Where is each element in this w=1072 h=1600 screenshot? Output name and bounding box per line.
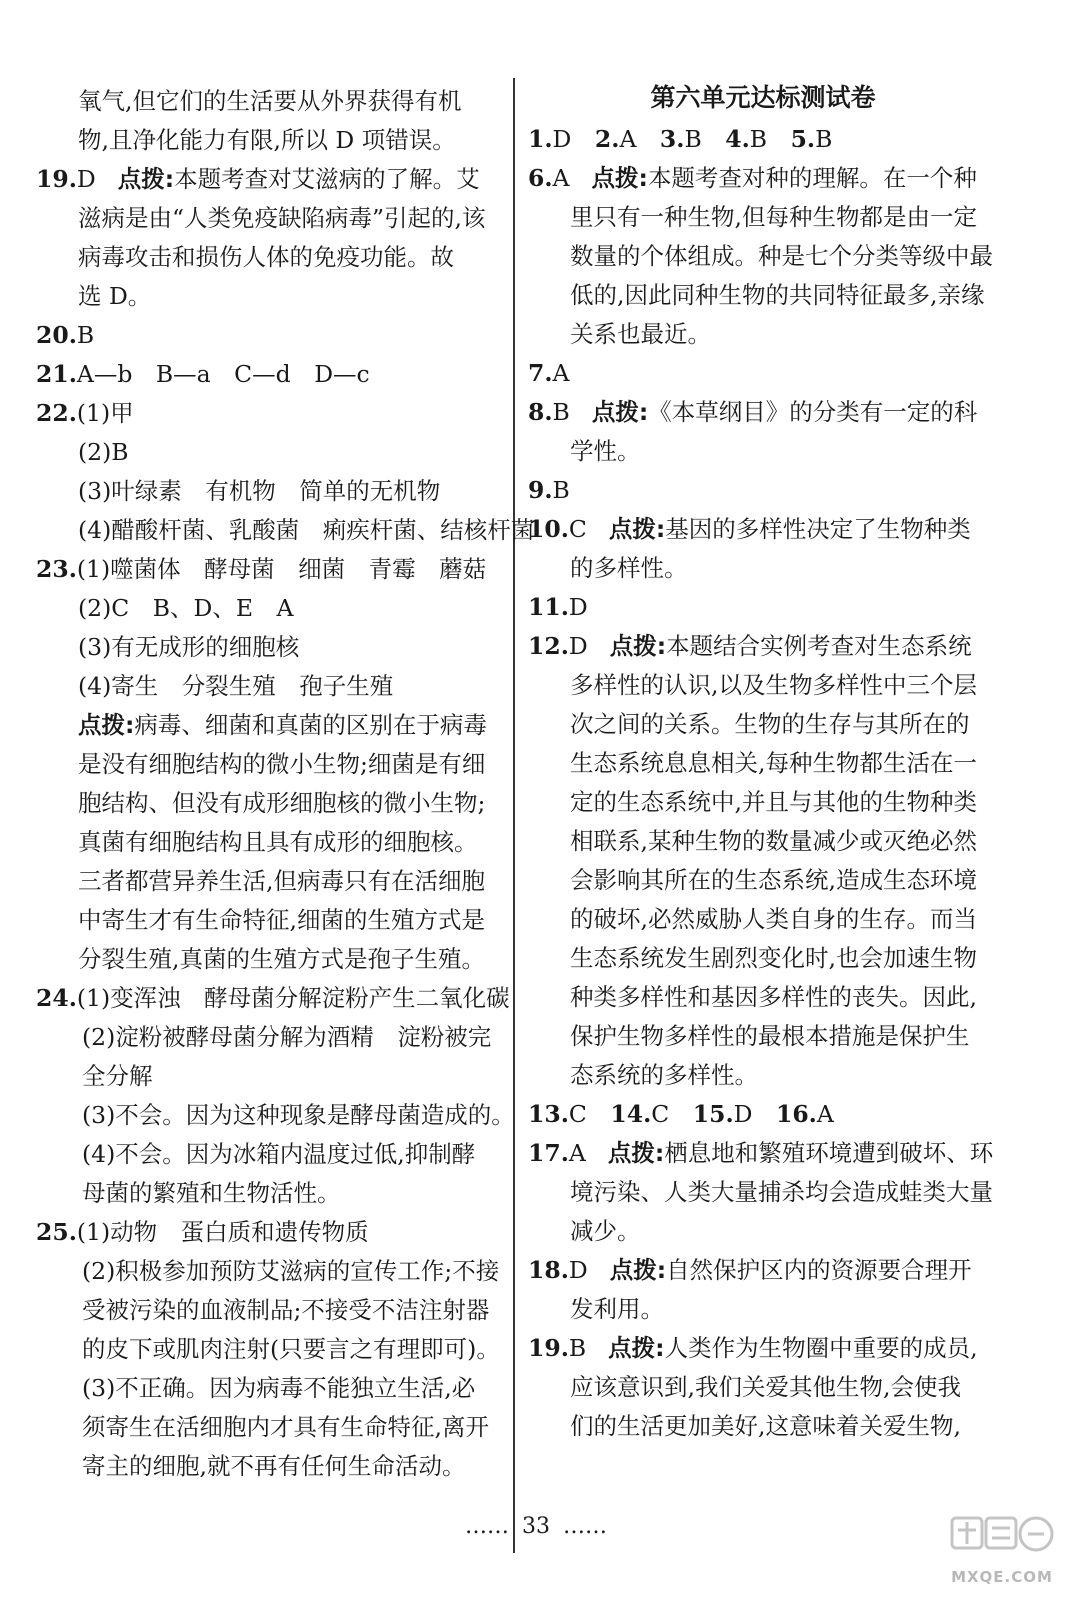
hint-label: 点拨: [609, 1256, 667, 1284]
line-text: (3)不正确。因为病毒不能独立生活,必 [82, 1374, 476, 1402]
line-text: 母菌的繁殖和生物活性。 [82, 1179, 341, 1207]
line-text: 保护生物多样性的最根本措施是保护生 [570, 1022, 970, 1050]
question-number: 16. [775, 1100, 817, 1128]
line-text: 本题考查对种的理解。在一个种 [647, 164, 977, 192]
line-text: (2)B [78, 438, 129, 466]
answer-choice: D [568, 632, 588, 660]
question-number: 3. [659, 125, 685, 153]
answer-line [528, 978, 998, 1017]
line-text: (1)噬菌体 酵母菌 细菌 青霉 蘑菇 [76, 555, 487, 583]
line-text: 减少。 [570, 1217, 641, 1245]
answer-line [36, 628, 504, 667]
column-divider [513, 78, 515, 1553]
line-text: B [552, 476, 570, 504]
line-text: 多样性的认识,以及生物多样性中三个层 [570, 671, 977, 699]
line-text: 基因的多样性决定了生物种类 [665, 515, 971, 543]
answer-line [36, 511, 535, 550]
line-text: 栖息地和繁殖环境遭到破坏、环 [664, 1139, 994, 1167]
answer-line [36, 1252, 504, 1291]
watermark-text: MXQE.COM [951, 1568, 1053, 1586]
line-text: 种类多样性和基因多样性的丧失。因此, [570, 983, 977, 1011]
answer-choice: B [568, 1334, 587, 1362]
line-text: 学性。 [570, 437, 641, 465]
answer-choice: A [619, 125, 660, 153]
watermark-logo [946, 1510, 1058, 1586]
answer-line [36, 979, 510, 1018]
line-text: 寄主的细胞,就不再有任何生命活动。 [82, 1452, 466, 1480]
section-title: 第六单元达标测试卷 [650, 83, 876, 112]
answer-line [528, 471, 998, 510]
line-text: (3)叶绿素 有机物 简单的无机物 [78, 477, 441, 505]
answer-line [36, 277, 504, 316]
answer-line [36, 1135, 504, 1174]
question-number: 10. [528, 515, 569, 543]
footer-dots-right: …… [563, 1514, 607, 1539]
hint-label: 点拨: [608, 1334, 665, 1362]
line-text: 全分解 [82, 1062, 153, 1090]
answer-line [528, 393, 998, 432]
answer-line [36, 862, 504, 901]
answer-line [528, 1134, 998, 1173]
answer-line [36, 1291, 504, 1330]
answer-line [36, 1369, 504, 1408]
line-text: B [76, 321, 95, 349]
answer-line [528, 549, 998, 588]
question-number: 8. [528, 398, 553, 426]
answer-line [528, 1368, 998, 1407]
answer-line [528, 1056, 998, 1095]
answer-line [528, 1173, 998, 1212]
answer-choice: B [684, 125, 726, 153]
answer-line [36, 355, 504, 394]
line-text: (4)不会。因为冰箱内温度过低,抑制酵 [82, 1140, 476, 1168]
line-text: (1)甲 [76, 399, 134, 427]
line-text: 的多样性。 [570, 554, 688, 582]
answer-line [528, 900, 998, 939]
line-text: 相联系,某种生物的数量减少或灭绝必然 [570, 827, 977, 855]
question-number: 1. [528, 125, 553, 153]
answer-line [528, 1407, 998, 1446]
question-number: 22. [36, 399, 77, 427]
answer-line [528, 315, 998, 354]
line-text: 本题考查对艾滋病的了解。艾 [174, 165, 480, 193]
hint-label: 点拨: [591, 164, 648, 192]
question-number: 20. [36, 321, 77, 349]
answer-line [36, 121, 504, 160]
question-number: 24. [36, 984, 77, 1012]
left-column [36, 82, 535, 1486]
question-number: 18. [528, 1256, 569, 1284]
line-text: 本题结合实例考查对生态系统 [666, 632, 972, 660]
answer-line [528, 1017, 998, 1056]
answer-line [528, 705, 998, 744]
answer-line [528, 861, 998, 900]
answer-line [36, 1447, 504, 1486]
line-text: 境污染、人类大量捕杀均会造成蛙类大量 [570, 1178, 993, 1206]
answer-line [36, 1174, 504, 1213]
line-text: (1)动物 蛋白质和遗传物质 [76, 1218, 369, 1246]
line-text: (2)积极参加预防艾滋病的宣传工作;不接 [82, 1257, 500, 1285]
answer-line [528, 1251, 998, 1290]
question-number: 13. [528, 1100, 569, 1128]
answer-line [528, 354, 998, 393]
answer-line [36, 550, 504, 589]
line-text: 数量的个体组成。种是七个分类等级中最 [570, 242, 993, 270]
answer-line [528, 510, 998, 549]
answer-line [36, 316, 504, 355]
question-number: 17. [528, 1139, 569, 1167]
line-text: 是没有细胞结构的微小生物;细菌是有细 [78, 750, 486, 778]
hint-label: 点拨: [607, 1139, 665, 1167]
line-text: 病毒攻击和损伤人体的免疫功能。故 [78, 243, 454, 271]
line-text: 定的生态系统中,并且与其他的生物种类 [570, 788, 977, 816]
line-text: (4)寄生 分裂生殖 孢子生殖 [78, 672, 394, 700]
line-text: 的破坏,必然威胁人类自身的生存。而当 [570, 905, 977, 933]
answer-line [36, 472, 504, 511]
answer-choice: A [552, 164, 570, 192]
answer-line [528, 822, 998, 861]
line-text: 生态系统息息相关,每种生物都生活在一 [570, 749, 977, 777]
answer-line [36, 745, 504, 784]
question-number: 12. [528, 632, 569, 660]
line-text: 分裂生殖,真菌的生殖方式是孢子生殖。 [78, 945, 485, 973]
answer-line [528, 783, 998, 822]
footer-dots-left: …… [465, 1514, 509, 1539]
line-text: 中寄生才有生命特征,细菌的生殖方式是 [78, 906, 485, 934]
answer-line [528, 666, 998, 705]
answer-choice: A [568, 1139, 586, 1167]
line-text: 胞结构、但没有成形细胞核的微小生物; [78, 789, 486, 817]
question-number: 21. [36, 360, 77, 388]
question-number: 19. [36, 165, 77, 193]
answer-line [36, 901, 504, 940]
line-text: 会影响其所在的生态系统,造成生态环境 [570, 866, 977, 894]
question-number: 23. [36, 555, 77, 583]
line-text: 自然保护区内的资源要合理开 [666, 1256, 972, 1284]
answer-line [36, 706, 504, 745]
page-number: 33 [522, 1514, 550, 1539]
answer-line [36, 1330, 504, 1369]
line-text: (2)C B、D、E A [78, 594, 294, 622]
answer-line [36, 199, 504, 238]
answer-choice: D [568, 1256, 588, 1284]
answer-choice: D [76, 165, 96, 193]
answer-line [528, 198, 998, 237]
question-number: 15. [692, 1100, 734, 1128]
answer-line [528, 744, 998, 783]
answer-line [36, 238, 504, 277]
question-number: 5. [790, 125, 816, 153]
hint-label: 点拨: [78, 711, 135, 739]
line-text: 三者都营异养生活,但病毒只有在活细胞 [78, 867, 485, 895]
question-number: 6. [528, 164, 553, 192]
line-text: 们的生活更加美好,这意味着关爱生物, [570, 1412, 961, 1440]
answer-line [36, 160, 504, 199]
answer-line [36, 394, 504, 433]
answer-line [36, 1057, 504, 1096]
answer-line [36, 589, 504, 628]
line-text: 态系统的多样性。 [570, 1061, 758, 1089]
answer-line [528, 276, 998, 315]
line-text: 的皮下或肌肉注射(只要言之有理即可)。 [82, 1335, 500, 1363]
line-text: 人类作为生物圈中重要的成员, [664, 1334, 978, 1362]
page-footer [0, 1514, 1072, 1539]
right-column [528, 82, 998, 1446]
answer-line [36, 667, 504, 706]
answer-line [36, 82, 504, 121]
answer-line [528, 237, 998, 276]
question-number: 25. [36, 1218, 77, 1246]
line-text: 发利用。 [570, 1295, 664, 1323]
answer-line [36, 1213, 504, 1252]
hint-label: 点拨: [609, 632, 667, 660]
line-text: A [552, 359, 570, 387]
line-text: (2)淀粉被酵母菌分解为酒精 淀粉被完 [82, 1023, 492, 1051]
line-text: 次之间的关系。生物的生存与其所在的 [570, 710, 970, 738]
line-text: 滋病是由“人类免疫缺陷病毒”引起的,该 [78, 204, 486, 232]
line-text: 选 D。 [78, 282, 152, 310]
answer-line [528, 588, 998, 627]
line-text: 应该意识到,我们关爱其他生物,会使我 [570, 1373, 961, 1401]
line-text: 受被污染的血液制品;不接受不洁注射器 [82, 1296, 490, 1324]
answer-choice: A [816, 1100, 834, 1128]
answer-line [528, 159, 998, 198]
line-text: A—b B—a C—d D—c [76, 360, 370, 388]
line-text: (3)有无成形的细胞核 [78, 633, 300, 661]
line-text: 低的,因此同种生物的共同特征最多,亲缘 [570, 281, 985, 309]
line-text: 生态系统发生剧烈变化时,也会加速生物 [570, 944, 977, 972]
line-text: (4)醋酸杆菌、乳酸菌 痢疾杆菌、结核杆菌 [78, 516, 535, 544]
answer-line [36, 433, 504, 472]
answer-line [528, 120, 998, 159]
question-number: 2. [594, 125, 620, 153]
answer-choice: B [749, 125, 791, 153]
answer-line [36, 940, 504, 979]
line-text: 须寄生在活细胞内才具有生命特征,离开 [82, 1413, 489, 1441]
answer-line [528, 432, 998, 471]
answer-line [528, 1095, 998, 1134]
question-number: 9. [528, 476, 553, 504]
question-number: 4. [725, 125, 750, 153]
watermark-icon [946, 1510, 1058, 1568]
hint-label: 点拨: [608, 515, 666, 543]
line-text: 关系也最近。 [570, 320, 711, 348]
line-text: 里只有一种生物,但每种生物都是由一定 [570, 203, 977, 231]
question-number: 7. [528, 359, 553, 387]
answer-choice: C [568, 515, 587, 543]
answer-line [36, 823, 504, 862]
answer-line [528, 1212, 998, 1251]
answer-line [528, 627, 998, 666]
answer-line [528, 1329, 998, 1368]
question-number: 19. [528, 1334, 569, 1362]
answer-choice: B [815, 125, 833, 153]
answer-line [36, 1096, 515, 1135]
line-text: C [568, 1100, 611, 1128]
answer-line [36, 1408, 504, 1447]
answer-choice: C [651, 1100, 693, 1128]
hint-label: 点拨: [117, 165, 175, 193]
answer-line [528, 939, 998, 978]
question-number: 11. [528, 593, 569, 621]
line-text: 物,且净化能力有限,所以 D 项错误。 [78, 126, 456, 154]
line-text: (3)不会。因为这种现象是酵母菌造成的。 [82, 1101, 515, 1129]
hint-label: 点拨: [591, 398, 649, 426]
line-text: 真菌有细胞结构且具有成形的细胞核。 [78, 828, 478, 856]
line-text: D [552, 125, 595, 153]
line-text: 《本草纲目》的分类有一定的科 [648, 398, 978, 426]
question-number: 14. [610, 1100, 652, 1128]
line-text: 氧气,但它们的生活要从外界获得有机 [78, 87, 462, 115]
answer-line [528, 1290, 998, 1329]
answer-choice: B [552, 398, 570, 426]
answer-line [36, 784, 504, 823]
line-text: 病毒、细菌和真菌的区别在于病毒 [134, 711, 487, 739]
answer-line [36, 1018, 504, 1057]
line-text: (1)变浑浊 酵母菌分解淀粉产生二氧化碳 [76, 984, 510, 1012]
line-text: D [568, 593, 588, 621]
answer-choice: D [733, 1100, 776, 1128]
